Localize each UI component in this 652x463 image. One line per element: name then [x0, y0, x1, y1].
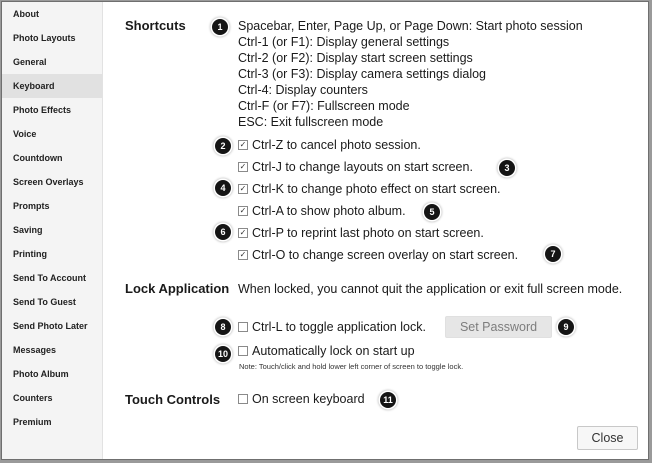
checkbox[interactable]: ✓: [239, 139, 247, 149]
callout-badge: 5: [424, 204, 440, 220]
callout-badge: 6: [215, 224, 231, 240]
callout-badge: 8: [215, 319, 231, 335]
option-label: Ctrl-Z to cancel photo session.: [252, 138, 421, 152]
on-screen-keyboard-option[interactable]: [238, 392, 365, 407]
sidebar-item-voice[interactable]: Voice: [13, 129, 37, 139]
checkbox[interactable]: [238, 322, 248, 332]
sidebar-item-photo-album[interactable]: Photo Album: [13, 369, 69, 379]
shortcut-info-line: Ctrl-3 (or F3): Display camera settings dialog: [238, 67, 486, 81]
sidebar-item-printing[interactable]: Printing: [13, 249, 47, 259]
callout-badge: 7: [545, 246, 561, 262]
checkbox[interactable]: ✓: [239, 227, 247, 237]
lock-application-heading: Lock Application: [125, 281, 230, 296]
shortcut-option-ctrl-a[interactable]: [238, 204, 406, 219]
lock-note: Note: Touch/click and hold lower left corner of screen to toggle lock.: [239, 362, 464, 371]
sidebar-item-premium[interactable]: Premium: [13, 417, 52, 427]
sidebar-item-general[interactable]: General: [13, 57, 47, 67]
sidebar-item-photo-effects[interactable]: Photo Effects: [13, 105, 72, 115]
checkbox[interactable]: ✓: [239, 205, 247, 215]
sidebar-item-counters[interactable]: Counters: [13, 393, 53, 403]
option-label: Ctrl-K to change photo effect on start screen.: [252, 182, 501, 196]
callout-badge: 1: [212, 19, 228, 35]
sidebar-item-send-photo-later[interactable]: Send Photo Later: [13, 321, 88, 331]
sidebar-item-saving[interactable]: Saving: [13, 225, 43, 235]
option-label: On screen keyboard: [252, 392, 365, 406]
option-label: Ctrl-O to change screen overlay on start screen.: [252, 248, 519, 262]
shortcut-info-line: ESC: Exit fullscreen mode: [238, 115, 384, 129]
sidebar-item-about[interactable]: About: [13, 9, 39, 19]
checkbox[interactable]: [238, 394, 248, 404]
auto-lock-option[interactable]: [238, 344, 415, 359]
checkbox[interactable]: ✓: [239, 249, 247, 259]
shortcut-info-line: Ctrl-4: Display counters: [238, 83, 368, 97]
touch-controls-heading: Touch Controls: [125, 392, 221, 407]
callout-badge: 4: [215, 180, 231, 196]
callout-badge: 9: [558, 319, 574, 335]
shortcuts-heading: Shortcuts: [125, 18, 186, 33]
shortcut-option-ctrl-z[interactable]: [238, 138, 421, 153]
keyboard-settings-panel: [103, 2, 648, 459]
callout-badge: 2: [215, 138, 231, 154]
sidebar-item-send-to-account[interactable]: Send To Account: [13, 273, 86, 283]
shortcut-info-line: Spacebar, Enter, Page Up, or Page Down: Start photo session: [238, 19, 583, 33]
callout-badge: 10: [215, 346, 231, 362]
shortcut-option-ctrl-o[interactable]: [238, 248, 518, 263]
sidebar-item-countdown[interactable]: Countdown: [13, 153, 63, 163]
settings-window: [1, 1, 649, 460]
sidebar: [2, 2, 103, 459]
option-label: Automatically lock on start up: [252, 344, 415, 358]
option-label: Ctrl-A to show photo album.: [252, 204, 406, 218]
lock-description: When locked, you cannot quit the application or exit full screen mode.: [238, 282, 623, 296]
callout-badge: 11: [380, 392, 396, 408]
option-label: Ctrl-P to reprint last photo on start screen.: [252, 226, 484, 240]
sidebar-item-screen-overlays[interactable]: Screen Overlays: [13, 177, 84, 187]
callout-badge: 3: [499, 160, 515, 176]
sidebar-item-send-to-guest[interactable]: Send To Guest: [13, 297, 76, 307]
option-label: Ctrl-J to change layouts on start screen.: [252, 160, 473, 174]
set-password-button[interactable]: Set Password: [445, 316, 552, 338]
sidebar-item-prompts[interactable]: Prompts: [13, 201, 50, 211]
sidebar-item-keyboard[interactable]: Keyboard: [2, 74, 102, 98]
checkbox[interactable]: ✓: [239, 161, 247, 171]
checkbox[interactable]: [238, 346, 248, 356]
shortcut-info-line: Ctrl-2 (or F2): Display start screen settings: [238, 51, 473, 65]
checkbox[interactable]: ✓: [239, 183, 247, 193]
sidebar-item-messages[interactable]: Messages: [13, 345, 57, 355]
shortcut-option-ctrl-k[interactable]: [238, 182, 501, 197]
shortcut-option-ctrl-p[interactable]: [238, 226, 484, 241]
sidebar-item-photo-layouts[interactable]: Photo Layouts: [13, 33, 76, 43]
shortcut-info-line: Ctrl-1 (or F1): Display general settings: [238, 35, 450, 49]
option-label: Ctrl-L to toggle application lock.: [252, 320, 426, 334]
close-button[interactable]: Close: [577, 426, 638, 450]
shortcut-option-ctrl-j[interactable]: [238, 160, 473, 175]
lock-toggle-option[interactable]: [238, 320, 426, 335]
shortcut-info-line: Ctrl-F (or F7): Fullscreen mode: [238, 99, 410, 113]
